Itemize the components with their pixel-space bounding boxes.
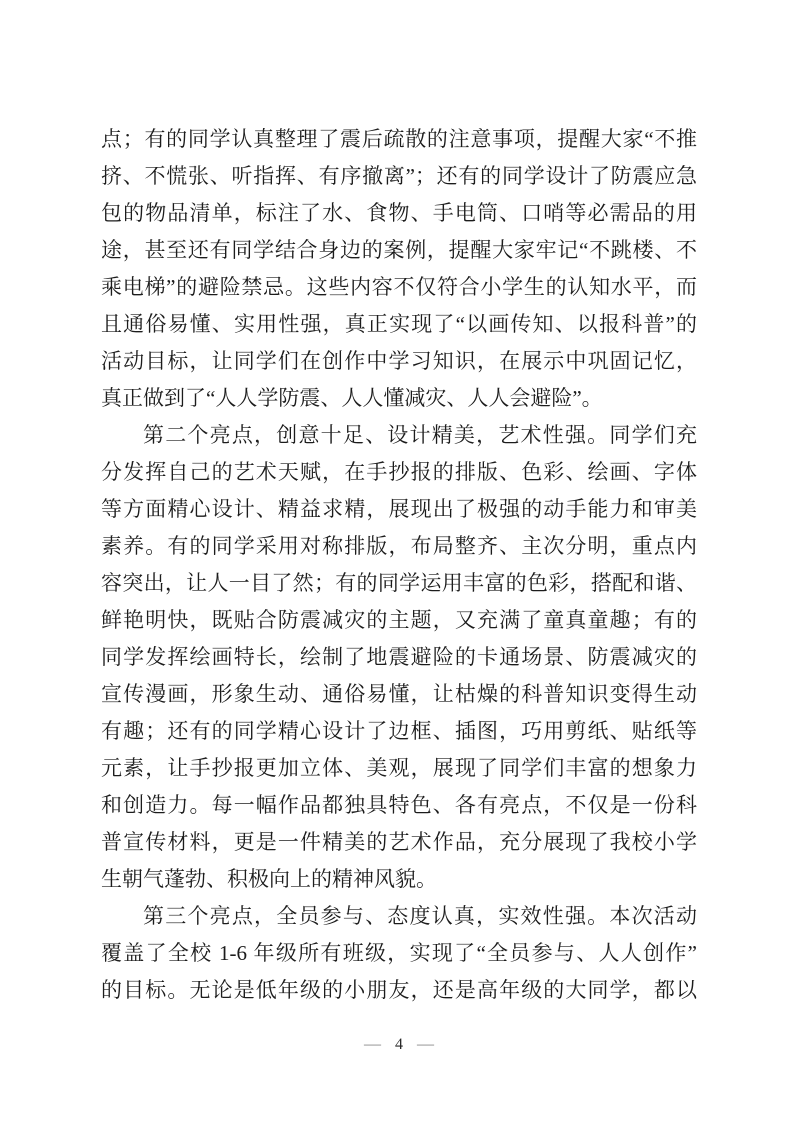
text-line: 鲜艳明快，既贴合防震减灾的主题，又充满了童真童趣；有的 <box>101 608 697 632</box>
paragraph-1 <box>101 121 697 417</box>
page-number: 4 <box>395 1036 403 1053</box>
text-line: 包的物品清单，标注了水、食物、手电筒、口哨等必需品的用 <box>101 201 697 225</box>
text-line: 第三个亮点，全员参与、态度认真，实效性强。本次活动 <box>143 904 697 928</box>
text-line: 真正做到了“人人学防震、人人懂减灾、人人会避险”。 <box>101 386 603 410</box>
text-line: 挤、不慌张、听指挥、有序撤离”；还有的同学设计了防震应急 <box>101 164 697 188</box>
text-line: 普宣传材料，更是一件精美的艺术作品，充分展现了我校小学 <box>101 830 697 854</box>
page-footer <box>101 1029 697 1059</box>
text-line: 等方面精心设计、精益求精，展现出了极强的动手能力和审美 <box>101 497 697 521</box>
text-line: 覆盖了全校 1-6 年级所有班级，实现了“全员参与、人人创作” <box>101 941 697 965</box>
text-line: 活动目标，让同学们在创作中学习知识，在展示中巩固记忆， <box>101 349 697 373</box>
text-line: 容突出，让人一目了然；有的同学运用丰富的色彩，搭配和谐、 <box>101 571 697 595</box>
text-line: 途，甚至还有同学结合身边的案例，提醒大家牢记“不跳楼、不 <box>101 238 697 262</box>
text-line: 和创造力。每一幅作品都独具特色、各有亮点，不仅是一份科 <box>101 793 697 817</box>
paragraph-2 <box>101 417 697 898</box>
text-line: 有趣；还有的同学精心设计了边框、插图，巧用剪纸、贴纸等 <box>101 719 697 743</box>
text-line: 点；有的同学认真整理了震后疏散的注意事项，提醒大家“不推 <box>101 127 697 151</box>
page-number-dash-right: — <box>417 1034 434 1053</box>
document-body <box>101 121 697 1009</box>
text-line: 的目标。无论是低年级的小朋友，还是高年级的大同学，都以 <box>101 978 697 1002</box>
page-number-dash-left: — <box>364 1034 381 1053</box>
text-line: 同学发挥绘画特长，绘制了地震避险的卡通场景、防震减灾的 <box>101 645 697 669</box>
text-line: 元素，让手抄报更加立体、美观，展现了同学们丰富的想象力 <box>101 756 697 780</box>
text-line: 第二个亮点，创意十足、设计精美，艺术性强。同学们充 <box>143 423 697 447</box>
text-line: 生朝气蓬勃、积极向上的精神风貌。 <box>101 867 437 891</box>
paragraph-3 <box>101 898 697 1009</box>
text-line: 且通俗易懂、实用性强，真正实现了“以画传知、以报科普”的 <box>101 312 697 336</box>
text-line: 宣传漫画，形象生动、通俗易懂，让枯燥的科普知识变得生动 <box>101 682 697 706</box>
text-line: 乘电梯”的避险禁忌。这些内容不仅符合小学生的认知水平，而 <box>101 275 697 299</box>
text-line: 分发挥自己的艺术天赋，在手抄报的排版、色彩、绘画、字体 <box>101 460 697 484</box>
text-line: 素养。有的同学采用对称排版，布局整齐、主次分明，重点内 <box>101 534 697 558</box>
